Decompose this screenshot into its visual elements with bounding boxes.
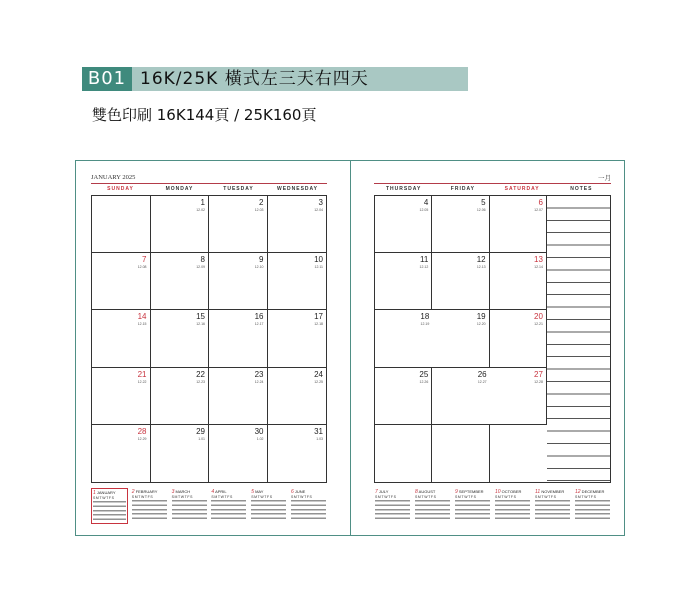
lunar-date: 12.15 (137, 322, 147, 327)
lunar-date: 1.02 (256, 436, 264, 441)
day-number: 2 (259, 198, 264, 207)
month-label: JANUARY 2025 (91, 174, 136, 181)
mini-month-number: 8 (415, 489, 418, 495)
mini-month-name: NOVEMBER (540, 489, 565, 494)
mini-month-name: JUNE (293, 489, 306, 494)
day-number: 1 (200, 198, 205, 207)
day-number: 23 (254, 369, 264, 379)
lunar-date: 1.03 (316, 436, 323, 441)
day-number: 21 (137, 369, 147, 379)
day-cell (151, 368, 210, 425)
day-header-notes: NOTES (570, 186, 593, 192)
day-cell (490, 196, 547, 253)
header-rule (374, 183, 611, 184)
day-cell (375, 425, 432, 482)
month-chinese-label: 一月 (598, 175, 611, 182)
mini-calendar-march (171, 488, 208, 524)
mini-weekdays: SMTWTFS (131, 495, 154, 499)
day-cell (151, 425, 210, 482)
day-cell (209, 368, 268, 425)
product-subtitle: 雙色印刷 16K144頁 / 25K160頁 (92, 106, 317, 124)
day-number: 10 (314, 255, 323, 265)
day-cell (151, 310, 210, 367)
mini-month-number: 11 (535, 489, 541, 495)
day-number: 6 (538, 198, 543, 207)
calendar-grid (91, 195, 327, 483)
planner-spread (75, 160, 625, 536)
day-number: 19 (476, 312, 486, 322)
lunar-date: 12.22 (137, 379, 147, 384)
day-header-wednesday: WEDNESDAY (276, 186, 319, 192)
mini-calendars (374, 488, 611, 524)
lunar-date: 12.11 (314, 265, 323, 270)
day-cell (432, 196, 489, 253)
mini-calendar-july (374, 488, 411, 524)
mini-day-grid (291, 500, 326, 522)
lunar-date: 12.18 (314, 322, 323, 327)
mini-calendar-april (210, 488, 247, 524)
day-cell (375, 253, 432, 310)
lunar-date: 12.04 (314, 208, 323, 212)
lunar-date: 12.05 (419, 208, 429, 212)
lunar-date: 12.03 (254, 208, 264, 212)
day-number: 24 (314, 369, 323, 379)
mini-weekdays: SMTWTFS (455, 495, 477, 499)
day-number: 7 (142, 255, 147, 265)
day-header-thursday: THURSDAY (385, 186, 422, 192)
mini-weekdays: SMTWTFS (415, 495, 437, 499)
lunar-date: 12.19 (420, 322, 430, 327)
mini-weekdays: SMTWTFS (93, 496, 115, 500)
mini-day-grid (211, 500, 246, 522)
day-cell (209, 425, 268, 482)
mini-weekdays: SMTWTFS (375, 495, 397, 499)
lunar-date: 12.12 (419, 265, 429, 270)
mini-weekdays: SMTWTFS (211, 495, 233, 499)
mini-calendar-june (290, 488, 327, 524)
mini-calendar-august (414, 488, 451, 524)
mini-month-name: SEPTEMBER (457, 489, 484, 494)
day-number: 8 (200, 255, 205, 265)
mini-calendar-november (534, 488, 571, 524)
day-cell (432, 310, 489, 367)
day-cell (432, 368, 489, 425)
mini-calendar-january (91, 488, 128, 524)
day-number: 27 (534, 369, 543, 379)
lunar-date: 12.29 (137, 436, 147, 441)
mini-month-name: MARCH (174, 489, 191, 494)
day-cell (375, 310, 432, 367)
mini-month-name: APRIL (214, 489, 227, 494)
day-number: 16 (254, 312, 264, 322)
lunar-date: 12.10 (254, 265, 264, 270)
mini-calendar-december (574, 488, 611, 524)
day-number: 31 (314, 426, 323, 436)
mini-day-grid (132, 500, 167, 522)
day-header-saturday: SATURDAY (504, 186, 540, 192)
day-header-monday: MONDAY (165, 186, 194, 192)
mini-day-grid (251, 500, 286, 522)
day-cell (92, 425, 151, 482)
mini-day-grid (172, 500, 207, 522)
day-cell (490, 253, 547, 310)
mini-month-name: FEBRUARY (134, 489, 158, 494)
day-cell (490, 310, 547, 367)
day-header-tuesday: TUESDAY (223, 186, 254, 192)
lunar-date: 12.16 (196, 322, 205, 327)
day-cell (432, 425, 489, 482)
mini-month-name: DECEMBER (580, 489, 605, 494)
lunar-date: 1.01 (198, 436, 205, 441)
mini-month-number: 9 (455, 489, 458, 495)
lunar-date: 12.21 (534, 322, 543, 327)
mini-calendar-september (454, 488, 491, 524)
lunar-date: 12.09 (196, 265, 205, 270)
day-cell (92, 310, 151, 367)
day-headers (374, 185, 611, 194)
spine (350, 161, 351, 535)
lunar-date: 12.26 (419, 379, 429, 384)
day-number: 28 (137, 426, 147, 436)
day-number: 15 (196, 312, 205, 322)
day-cell (151, 196, 210, 253)
product-title: 16K/25K 橫式左三天右四天 (140, 69, 369, 89)
lunar-date: 12.23 (196, 379, 205, 384)
day-cell (209, 196, 268, 253)
day-number: 4 (423, 198, 429, 207)
mini-day-grid (495, 500, 530, 522)
mini-month-name: AUGUST (417, 489, 436, 494)
day-number: 13 (534, 255, 543, 265)
mini-month-number: 5 (251, 489, 254, 495)
mini-month-number: 12 (575, 489, 581, 495)
mini-month-name: JULY (377, 489, 389, 494)
day-cell (151, 253, 210, 310)
day-cell (490, 368, 547, 425)
mini-month-number: 6 (290, 489, 294, 495)
day-cell (375, 368, 432, 425)
product-code: B01 (82, 67, 132, 91)
day-number: 11 (420, 255, 429, 265)
mini-weekdays: SMTWTFS (171, 495, 194, 499)
day-cell (92, 253, 151, 310)
day-number: 5 (481, 198, 486, 207)
lunar-date: 12.28 (534, 379, 543, 384)
day-header-sunday: SUNDAY (107, 186, 134, 192)
day-cell (209, 253, 268, 310)
mini-day-grid (375, 500, 410, 522)
day-number: 9 (259, 255, 264, 265)
day-number: 26 (477, 369, 487, 379)
mini-calendar-february (131, 488, 168, 524)
mini-month-number: 4 (211, 489, 215, 495)
day-number: 18 (420, 312, 430, 322)
day-number: 14 (137, 312, 147, 322)
header-rule (91, 183, 327, 184)
mini-month-name: JANUARY (95, 490, 116, 495)
day-headers (91, 185, 327, 194)
mini-calendar-may (250, 488, 287, 524)
day-cell (375, 196, 432, 253)
day-number: 29 (196, 426, 205, 436)
mini-month-number: 10 (495, 489, 501, 495)
mini-month-number: 1 (93, 490, 96, 496)
day-cell (490, 425, 547, 482)
lunar-date: 12.27 (477, 379, 487, 384)
lunar-date: 12.07 (534, 208, 543, 212)
day-number: 12 (476, 255, 486, 265)
lunar-date: 12.24 (254, 379, 264, 384)
day-number: 22 (196, 369, 205, 379)
lunar-date: 12.17 (254, 322, 264, 327)
day-cell (268, 253, 327, 310)
mini-day-grid (535, 500, 570, 522)
day-cell (92, 368, 151, 425)
mini-calendars (91, 488, 327, 524)
calendar-grid (374, 195, 611, 483)
day-cell (268, 368, 327, 425)
day-number: 30 (254, 426, 264, 436)
mini-month-number: 2 (131, 489, 135, 495)
day-number: 17 (314, 312, 323, 322)
lunar-date: 12.13 (476, 265, 486, 270)
mini-weekdays: SMTWTFS (251, 495, 273, 499)
day-cell (268, 310, 327, 367)
mini-day-grid (455, 500, 490, 522)
mini-day-grid (575, 500, 610, 522)
mini-calendar-october (494, 488, 531, 524)
day-cell (268, 425, 327, 482)
mini-weekdays: SMTWTFS (535, 495, 557, 499)
mini-month-number: 3 (171, 489, 175, 495)
lunar-date: 12.02 (196, 208, 205, 212)
notes-lines (547, 196, 610, 482)
lunar-date: 12.08 (137, 265, 147, 270)
mini-month-number: 7 (375, 489, 378, 495)
mini-day-grid (93, 501, 126, 523)
lunar-date: 12.06 (476, 208, 486, 212)
lunar-date: 12.14 (534, 265, 543, 270)
day-cell (92, 196, 151, 253)
mini-day-grid (415, 500, 450, 522)
day-header-friday: FRIDAY (450, 186, 475, 192)
day-cell (268, 196, 327, 253)
day-number: 20 (534, 312, 543, 322)
mini-month-name: MAY (253, 489, 264, 494)
day-cell (432, 253, 489, 310)
day-cell (209, 310, 268, 367)
mini-weekdays: SMTWTFS (495, 495, 517, 499)
mini-weekdays: SMTWTFS (575, 495, 597, 499)
notes-column (547, 196, 610, 482)
day-number: 25 (419, 369, 429, 379)
lunar-date: 12.20 (476, 322, 486, 327)
day-number: 3 (318, 198, 323, 207)
lunar-date: 12.25 (314, 379, 323, 384)
mini-weekdays: SMTWTFS (290, 495, 313, 499)
mini-month-name: OCTOBER (500, 489, 522, 494)
